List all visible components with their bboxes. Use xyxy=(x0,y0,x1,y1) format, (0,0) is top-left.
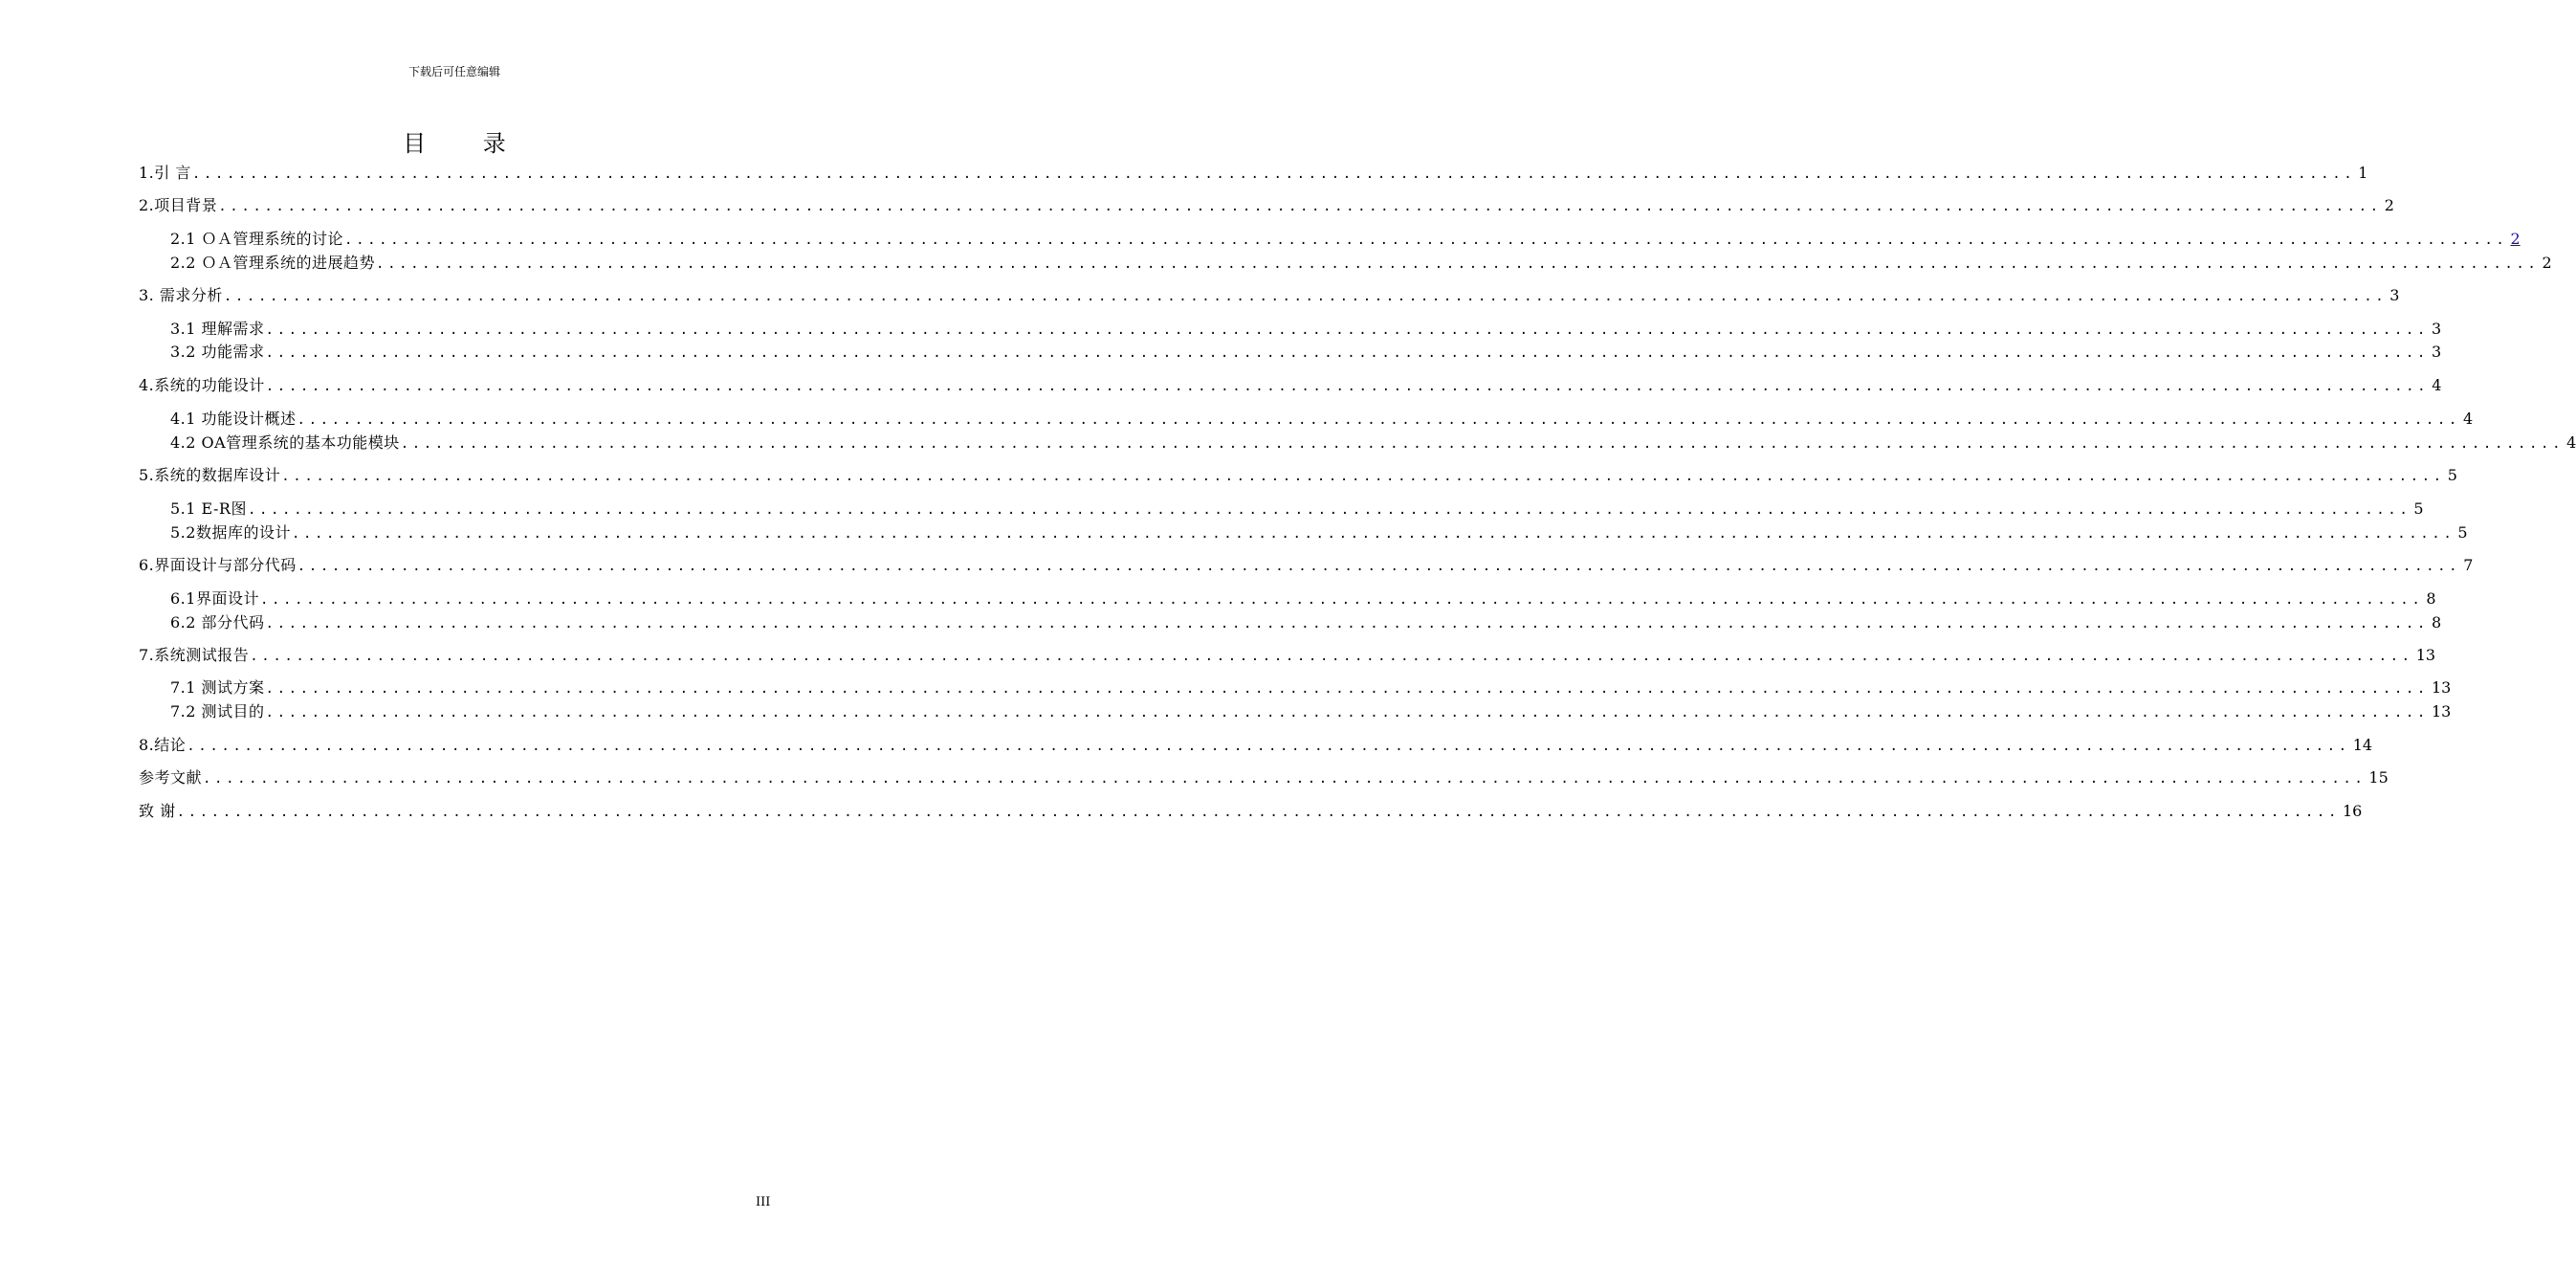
toc-entry-label: 7.系统测试报告 xyxy=(139,646,250,664)
toc-leader-dots: ............................................................................................................................................................................................ xyxy=(187,739,2350,754)
toc-entry-page: 1 xyxy=(2358,164,2368,182)
toc-entry-oa-discussion[interactable] xyxy=(170,229,2521,250)
toc-entry-project-background[interactable] xyxy=(139,195,2394,216)
toc-entry-test-plan[interactable] xyxy=(170,677,2452,698)
toc-entry-page: 7 xyxy=(2463,556,2474,574)
toc-entry-oa-trend[interactable] xyxy=(170,253,2552,274)
toc-entry-label: 2.1 ＯＡ管理系统的讨论 xyxy=(170,230,344,248)
toc-entry-page: 8 xyxy=(2426,589,2436,608)
toc-entry-label: 1.引 言 xyxy=(139,164,191,182)
toc-leader-dots: ............................................................................................................................................................................................ xyxy=(247,502,2411,518)
toc-entry-page: 2 xyxy=(2542,254,2552,272)
toc-leader-dots: ............................................................................................................................................................................................ xyxy=(297,412,2460,428)
toc-entry-label: 5.1 E-R图 xyxy=(170,499,247,518)
toc-entry-page: 4 xyxy=(2462,410,2474,428)
toc-entry-partial-code[interactable] xyxy=(170,612,2442,633)
toc-entry-page: 13 xyxy=(2415,646,2436,664)
toc-entry-label: 3.1 理解需求 xyxy=(170,320,265,338)
toc-entry-page: 15 xyxy=(2368,768,2389,787)
toc-leader-dots: ............................................................................................................................................................................................ xyxy=(191,166,2356,182)
toc-entry-label: 4.系统的功能设计 xyxy=(139,376,265,394)
toc-entry-page: 3 xyxy=(2431,343,2442,361)
toc-entry-label: 5.系统的数据库设计 xyxy=(139,466,281,484)
toc-entry-database-detail[interactable] xyxy=(170,522,2468,543)
toc-entry-page-link[interactable]: 2 xyxy=(2510,230,2521,248)
toc-entry-introduction[interactable] xyxy=(139,163,2368,184)
toc-entry-page: 13 xyxy=(2431,678,2452,697)
toc-leader-dots: ............................................................................................................................................................................................ xyxy=(344,233,2508,248)
toc-entry-page: 14 xyxy=(2352,736,2373,754)
toc-leader-dots: ............................................................................................................................................................................................ xyxy=(223,289,2388,304)
toc-entry-label: 7.2 测试目的 xyxy=(170,702,265,721)
toc-entry-functional-requirements[interactable] xyxy=(170,342,2442,363)
page-number: III xyxy=(756,1195,771,1209)
toc-leader-dots: ............................................................................................................................................................................................ xyxy=(265,345,2429,361)
toc-entry-basic-modules[interactable] xyxy=(170,432,2576,454)
toc-entry-er-diagram[interactable] xyxy=(170,499,2424,520)
toc-leader-dots: ............................................................................................................................................................................................ xyxy=(265,616,2429,632)
toc-entry-function-design-overview[interactable] xyxy=(170,409,2474,430)
toc-leader-dots: ............................................................................................................................................................................................ xyxy=(265,322,2429,338)
toc-entry-page: 8 xyxy=(2431,613,2442,632)
toc-entry-page: 5 xyxy=(2447,466,2457,484)
toc-entry-page: 5 xyxy=(2413,499,2424,518)
toc-entry-page: 3 xyxy=(2431,320,2442,338)
toc-leader-dots: ............................................................................................................................................................................................ xyxy=(297,559,2461,574)
toc-entry-references[interactable] xyxy=(139,767,2389,788)
toc-leader-dots: ............................................................................................................................................................................................ xyxy=(250,649,2413,664)
toc-leader-dots: ............................................................................................................................................................................................ xyxy=(218,199,2382,214)
toc-entry-label: 6.2 部分代码 xyxy=(170,613,265,632)
toc-entry-ui-and-code[interactable] xyxy=(139,555,2474,576)
toc-leader-dots: ............................................................................................................................................................................................ xyxy=(265,705,2429,721)
toc-entry-label: 5.2数据库的设计 xyxy=(170,523,291,542)
toc-entry-ui-design[interactable] xyxy=(170,588,2436,610)
toc-entry-label: 4.2 OA管理系统的基本功能模块 xyxy=(170,433,400,452)
toc-entry-page: 5 xyxy=(2457,523,2468,542)
toc-entry-label: 3. 需求分析 xyxy=(139,286,223,304)
toc-entry-label: 4.1 功能设计概述 xyxy=(170,410,297,428)
toc-leader-dots: ............................................................................................................................................................................................ xyxy=(265,379,2430,394)
toc-entry-label: 7.1 测试方案 xyxy=(170,678,265,697)
toc-entry-page: 4 xyxy=(2432,376,2442,394)
toc-entry-label: 参考文献 xyxy=(139,768,203,787)
toc-title: 目 录 xyxy=(403,130,531,157)
toc-entry-test-report[interactable] xyxy=(139,645,2436,666)
toc-leader-dots: ............................................................................................................................................................................................ xyxy=(203,771,2367,787)
toc-entry-label: 3.2 功能需求 xyxy=(170,343,265,361)
toc-entry-page: 13 xyxy=(2431,702,2452,721)
page-header-note: 下载后可任意编辑 xyxy=(407,65,500,78)
toc-entry-label: 2.项目背景 xyxy=(139,196,218,214)
toc-entry-understand-requirements[interactable] xyxy=(170,319,2442,340)
toc-entry-conclusion[interactable] xyxy=(139,735,2373,756)
toc-entry-page: 2 xyxy=(2384,196,2394,214)
toc-entry-label: 8.结论 xyxy=(139,736,187,754)
toc-entry-label: 6.1界面设计 xyxy=(170,589,259,608)
toc-entry-test-purpose[interactable] xyxy=(170,701,2452,722)
toc-entry-label: 2.2 ＯＡ管理系统的进展趋势 xyxy=(170,254,376,272)
toc-leader-dots: ............................................................................................................................................................................................ xyxy=(259,592,2424,608)
toc-leader-dots: ............................................................................................................................................................................................ xyxy=(265,681,2429,697)
toc-leader-dots: ............................................................................................................................................................................................ xyxy=(400,436,2565,452)
toc-entry-label: 6.界面设计与部分代码 xyxy=(139,556,297,574)
toc-entry-page: 16 xyxy=(2343,802,2363,820)
toc-entry-database-design[interactable] xyxy=(139,465,2457,486)
toc-entry-page: 4 xyxy=(2566,433,2576,452)
toc-leader-dots: ............................................................................................................................................................................................ xyxy=(281,469,2445,484)
toc-leader-dots: ............................................................................................................................................................................................ xyxy=(291,526,2455,542)
toc-entry-label: 致 谢 xyxy=(139,802,176,820)
toc-entry-function-design[interactable] xyxy=(139,375,2442,396)
toc-leader-dots: ............................................................................................................................................................................................ xyxy=(176,805,2340,820)
toc-leader-dots: ............................................................................................................................................................................................ xyxy=(376,256,2540,272)
toc-entry-page: 3 xyxy=(2389,286,2400,304)
toc-entry-acknowledgements[interactable] xyxy=(139,801,2363,822)
toc-entry-requirements[interactable] xyxy=(139,285,2400,306)
